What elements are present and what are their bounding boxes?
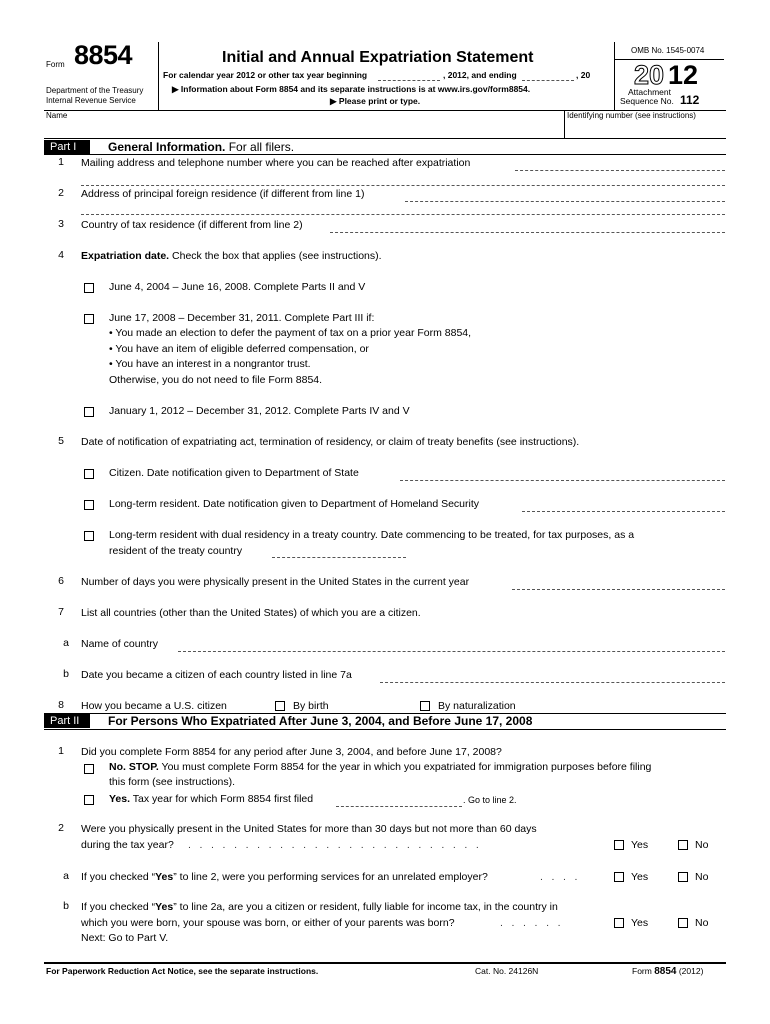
part-1-subtitle: For all filers. — [228, 140, 295, 154]
line-4-opt2-note: Otherwise, you do not need to file Form 8854. — [109, 374, 323, 386]
line-4-opt2-bullet2: • You have an item of eligible deferred compensation, or — [109, 343, 369, 355]
p2-line-2a-no-label: No — [695, 871, 709, 883]
line-3-text: Country of tax residence (if different from line 2) — [81, 219, 303, 231]
p2-line-2b-yes-label: Yes — [631, 917, 649, 929]
line-8-birth-checkbox[interactable] — [275, 701, 285, 711]
info-line: ▶ Information about Form 8854 and its separate instructions is at www.irs.gov/form8854. — [172, 84, 531, 94]
year-bold: 12 — [668, 60, 699, 90]
form-title: Initial and Annual Expatriation Statement — [222, 49, 534, 66]
line-6-number: 6 — [58, 575, 64, 587]
dept-treasury: Department of the Treasury — [46, 86, 144, 95]
calendar-year-end-text: , 2012, and ending — [443, 70, 517, 80]
line-4-opt2-text: June 17, 2008 – December 31, 2011. Complete Part III if: — [109, 312, 375, 324]
p2-line-2a-letter: a — [63, 870, 69, 882]
footer-form-number: 8854 — [654, 966, 677, 977]
line-4-opt2-checkbox[interactable] — [84, 314, 94, 324]
line-7a-text: Name of country — [81, 638, 159, 650]
p2-line-1-no-text — [109, 760, 651, 776]
catalog-number: Cat. No. 24126N — [475, 966, 539, 976]
calendar-year-text: For calendar year 2012 or other tax year beginning — [163, 70, 368, 80]
header-divider-right — [614, 42, 615, 110]
line-5-dual-field[interactable] — [272, 557, 406, 558]
p2-line-1-no-bold: No. STOP. — [109, 761, 159, 773]
p2-line-1-year-field[interactable] — [336, 806, 462, 807]
p2-line-1-no-rest: You must complete Form 8854 for the year in which you expatriated for immigration purposes before filing — [161, 761, 652, 773]
p2-line-2-number: 2 — [58, 822, 64, 834]
p2-line-2b-next: Next: Go to Part V. — [81, 932, 169, 944]
line-5-ltr-field[interactable] — [522, 511, 725, 512]
p2-line-1-goto: . Go to line 2. — [463, 795, 517, 805]
tax-year-end-field[interactable] — [522, 80, 574, 81]
p2-line-1-text: Did you complete Form 8854 for any period after June 3, 2004, and before June 17, 2008? — [81, 746, 502, 758]
omb-number: OMB No. 1545-0074 — [631, 46, 705, 55]
line-2-text: Address of principal foreign residence (if different from line 1) — [81, 188, 365, 200]
line-4-opt1-text: June 4, 2004 – June 16, 2008. Complete Parts II and V — [109, 281, 366, 293]
p2-line-1-no-text-2: this form (see instructions). — [109, 776, 236, 788]
p2-line-2a-no-checkbox[interactable] — [678, 872, 688, 882]
line-7b-text: Date you became a citizen of each country listed in line 7a — [81, 669, 352, 681]
footer-form-word: Form — [632, 966, 652, 976]
line-8-naturalization-text: By naturalization — [438, 700, 516, 712]
line-2-field-a[interactable] — [405, 201, 725, 202]
sequence-number: 112 — [680, 93, 700, 107]
p2-line-2a-yes-label: Yes — [631, 871, 649, 883]
footer-rule — [44, 962, 726, 964]
p2-line-2a-post: ” to line 2, were you performing services for an unrelated employer? — [173, 871, 488, 883]
name-bottom-rule — [44, 138, 726, 139]
p2-line-2b-pre: If you checked “ — [81, 901, 156, 913]
print-line: ▶ Please print or type. — [330, 96, 421, 106]
line-5-number: 5 — [58, 435, 64, 447]
line-5-dual-checkbox[interactable] — [84, 531, 94, 541]
line-5-text: Date of notification of expatriating act, termination of residency, or claim of treaty benefits (see instructions). — [81, 436, 580, 448]
part-1-label: Part I — [44, 140, 90, 154]
line-6-field[interactable] — [512, 589, 725, 590]
p2-line-2-text: Were you physically present in the United States for more than 30 days but not more than 60 days — [81, 823, 537, 835]
line-8-birth-text: By birth — [293, 700, 329, 712]
line-5-citizen-text: Citizen. Date notification given to Department of State — [109, 467, 359, 479]
id-label: Identifying number (see instructions) — [567, 111, 696, 120]
line-7b-letter: b — [63, 668, 69, 680]
line-1-field-a[interactable] — [515, 170, 725, 171]
footer-year: (2012) — [678, 966, 704, 976]
line-4-text — [81, 249, 382, 265]
p2-line-2b-letter: b — [63, 900, 69, 912]
tax-year-begin-field[interactable] — [378, 80, 440, 81]
name-id-divider — [564, 110, 565, 138]
line-2-field-b[interactable] — [81, 214, 725, 215]
line-4-opt2-bullet1: • You made an election to defer the payment of tax on a prior year Form 8854, — [109, 327, 472, 339]
line-7b-field[interactable] — [380, 682, 725, 683]
line-5-citizen-checkbox[interactable] — [84, 469, 94, 479]
line-2-number: 2 — [58, 187, 64, 199]
line-5-dual-text: Long-term resident with dual residency in a treaty country. Date commencing to be treated, for tax purposes, as a — [109, 529, 635, 541]
identifying-number-field[interactable] — [567, 122, 723, 138]
line-1-field-b[interactable] — [81, 185, 725, 186]
line-8-text: How you became a U.S. citizen — [81, 700, 227, 712]
line-7a-letter: a — [63, 637, 69, 649]
line-1-number: 1 — [58, 156, 64, 168]
line-3-number: 3 — [58, 218, 64, 230]
p2-line-2b-yes: Yes — [155, 901, 174, 913]
p2-line-1-yes-rest: Tax year for which Form 8854 first filed — [132, 793, 314, 805]
part-2-title: For Persons Who Expatriated After June 3, 2004, and Before June 17, 2008 — [108, 714, 533, 728]
name-label: Name — [46, 111, 68, 120]
dept-irs: Internal Revenue Service — [46, 96, 136, 105]
line-5-ltr-text: Long-term resident. Date notification given to Department of Homeland Security — [109, 498, 480, 510]
line-5-dual-text-2: resident of the treaty country — [109, 545, 243, 557]
form-number: 8854 — [74, 40, 133, 70]
p2-line-1-yes-bold: Yes. — [109, 793, 131, 805]
p2-line-2a-text — [81, 870, 488, 886]
line-4-opt3-text: January 1, 2012 – December 31, 2012. Complete Parts IV and V — [109, 405, 410, 417]
part-2-rule — [44, 729, 726, 730]
p2-line-2b-text — [81, 900, 558, 916]
p2-line-2-text-2: during the tax year? — [81, 839, 174, 851]
line-4-opt1-checkbox[interactable] — [84, 283, 94, 293]
part-1-title: General Information. — [108, 140, 226, 154]
line-7-number: 7 — [58, 606, 64, 618]
line-4-bold: Expatriation date. — [81, 250, 170, 262]
part-2-label: Part II — [44, 714, 90, 728]
p2-line-1-yes-text — [109, 792, 313, 808]
p2-line-2b-no-label: No — [695, 917, 709, 929]
p2-line-1-yes-checkbox[interactable] — [84, 795, 94, 805]
p2-line-2b-post: ” to line 2a, are you a citizen or resident, fully liable for income tax, in the country in — [173, 901, 558, 913]
p2-line-1-number: 1 — [58, 745, 64, 757]
line-1-text: Mailing address and telephone number where you can be reached after expatriation — [81, 157, 471, 169]
line-5-ltr-checkbox[interactable] — [84, 500, 94, 510]
p2-line-2-no-label: No — [695, 839, 709, 851]
line-7a-field[interactable] — [178, 651, 725, 652]
line-8-naturalization-checkbox[interactable] — [420, 701, 430, 711]
part-1-rule — [44, 154, 726, 155]
p2-line-2a-leader: .... — [540, 871, 587, 883]
footer-form-ref — [632, 966, 703, 977]
line-4-opt2-bullet3: • You have an interest in a nongrantor trust. — [109, 358, 311, 370]
line-7-text: List all countries (other than the United States) of which you are a citizen. — [81, 607, 421, 619]
p2-line-2-yes-checkbox[interactable] — [614, 840, 624, 850]
calendar-year-20: , 20 — [576, 70, 591, 80]
form-word: Form — [46, 60, 65, 69]
line-8-number: 8 — [58, 699, 64, 711]
name-field[interactable] — [46, 122, 562, 138]
paperwork-notice: For Paperwork Reduction Act Notice, see the separate instructions. — [46, 966, 319, 976]
line-4-opt3-checkbox[interactable] — [84, 407, 94, 417]
p2-line-2-yes-label: Yes — [631, 839, 649, 851]
attachment-label: Attachment — [628, 87, 671, 97]
header-divider-left — [158, 42, 159, 110]
p2-line-2-no-checkbox[interactable] — [678, 840, 688, 850]
p2-line-2a-pre: If you checked “ — [81, 871, 156, 883]
line-3-field[interactable] — [330, 232, 725, 233]
line-6-text: Number of days you were physically present in the United States in the current year — [81, 576, 470, 588]
p2-line-2b-no-checkbox[interactable] — [678, 918, 688, 928]
p2-line-2b-leader: ...... — [500, 917, 570, 929]
sequence-label: Sequence No. — [620, 96, 674, 106]
p2-line-2a-yes-checkbox[interactable] — [614, 872, 624, 882]
line-5-citizen-field[interactable] — [400, 480, 725, 481]
line-4-number: 4 — [58, 249, 64, 261]
part-1-title-wrap — [108, 140, 294, 154]
p2-line-2b-yes-checkbox[interactable] — [614, 918, 624, 928]
p2-line-1-no-checkbox[interactable] — [84, 764, 94, 774]
year-outline: 20 — [634, 60, 665, 90]
p2-line-2a-yes: Yes — [155, 871, 174, 883]
p2-line-2-leader: .......................... — [188, 839, 488, 851]
line-4-rest: Check the box that applies (see instructions). — [172, 250, 382, 262]
p2-line-2b-text-2: which you were born, your spouse was born, or either of your parents was born? — [81, 917, 455, 929]
